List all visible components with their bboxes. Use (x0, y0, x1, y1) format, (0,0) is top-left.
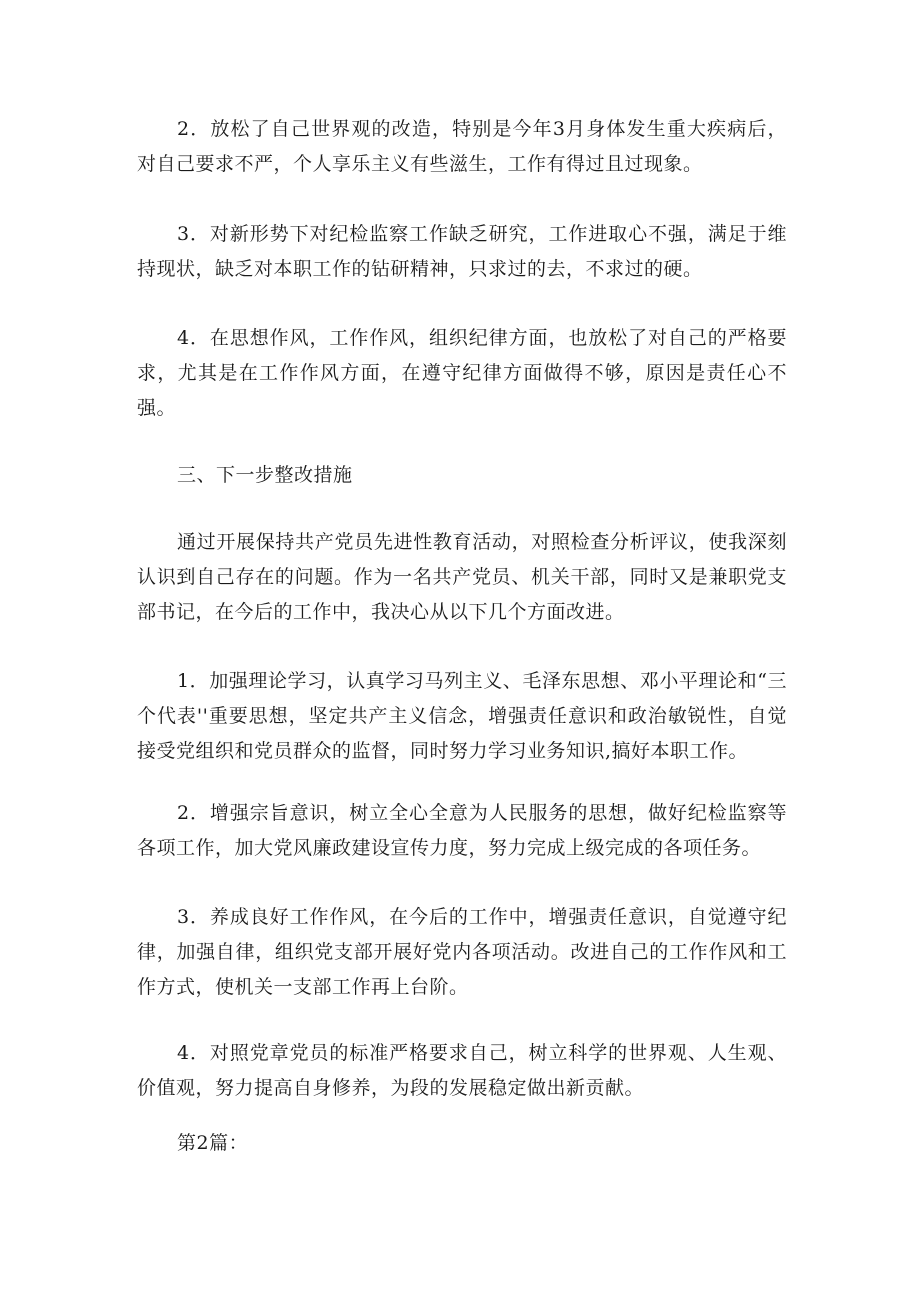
problem-paragraph-2: 2．放松了自己世界观的改造，特别是今年3月身体发生重大疾病后，对自己要求不严，个人享乐主义有些滋生，工作有得过且过现象。 (137, 118, 787, 175)
part-2-heading: 第2篇： (177, 1132, 249, 1154)
measure-paragraph-3: 3．养成良好工作作风，在今后的工作中，增强责任意识，自觉遵守纪律，加强自律，组织党支部开展好党内各项活动。改进自己的工作作风和工作方式，使机关一支部工作再上台阶。 (137, 906, 787, 998)
section-heading-rectification: 三、下一步整改措施 (177, 464, 353, 486)
problem-paragraph-3: 3．对新形势下对纪检监察工作缺乏研究，工作进取心不强，满足于维持现状，缺乏对本职工作的钻研精神，只求过的去，不求过的硬。 (137, 223, 787, 280)
measure-paragraph-2: 2．增强宗旨意识，树立全心全意为人民服务的思想，做好纪检监察等各项工作，加大党风廉政建设宣传力度，努力完成上级完成的各项任务。 (137, 802, 787, 859)
problem-paragraph-4: 4．在思想作风，工作作风，组织纪律方面，也放松了对自己的严格要求，尤其是在工作作风方面，在遵守纪律方面做得不够，原因是责任心不强。 (137, 327, 787, 419)
intro-paragraph: 通过开展保持共产党员先进性教育活动，对照检查分析评议，使我深刻认识到自己存在的问题。作为一名共产党员、机关干部，同时又是兼职党支部书记，在今后的工作中，我决心从以下几个方面改进。 (137, 531, 787, 623)
measure-paragraph-1: 1．加强理论学习，认真学习马列主义、毛泽东思想、邓小平理论和“三个代表''重要思想，坚定共产主义信念，增强责任意识和政治敏锐性，自觉接受党组织和党员群众的监督，同时努力学习业务知识,搞好本职工作。 (137, 670, 787, 762)
measure-paragraph-4: 4．对照党章党员的标准严格要求自己，树立科学的世界观、人生观、价值观，努力提高自身修养，为段的发展稳定做出新贡献。 (137, 1042, 787, 1099)
